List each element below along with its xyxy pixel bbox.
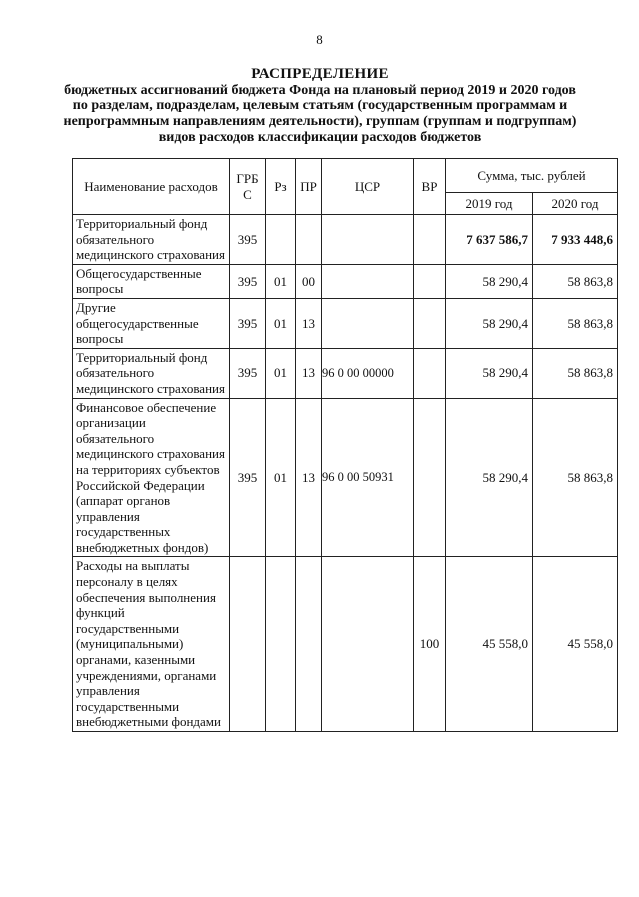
row-vr xyxy=(414,264,446,298)
row-vr xyxy=(414,298,446,348)
title-main: РАСПРЕДЕЛЕНИЕ xyxy=(251,66,389,82)
row-2020: 58 863,8 xyxy=(533,264,618,298)
row-pr: 00 xyxy=(296,264,322,298)
row-rz xyxy=(266,215,296,265)
row-csr xyxy=(322,298,414,348)
row-pr: 13 xyxy=(296,398,322,557)
row-grbs: 395 xyxy=(230,264,266,298)
row-grbs: 395 xyxy=(230,398,266,557)
row-grbs: 395 xyxy=(230,298,266,348)
row-2020: 58 863,8 xyxy=(533,398,618,557)
row-pr xyxy=(296,557,322,732)
row-csr xyxy=(322,557,414,732)
row-2020: 58 863,8 xyxy=(533,298,618,348)
row-csr xyxy=(322,264,414,298)
table-row xyxy=(73,215,618,265)
header-sum: Сумма, тыс. рублей xyxy=(446,159,618,193)
header-2019: 2019 год xyxy=(446,193,533,215)
document-title xyxy=(60,66,580,145)
row-csr: 96 0 00 00000 xyxy=(322,348,414,398)
row-pr xyxy=(296,215,322,265)
row-csr: 96 0 00 50931 xyxy=(322,398,414,557)
row-grbs: 395 xyxy=(230,215,266,265)
row-vr: 100 xyxy=(414,557,446,732)
table-row xyxy=(73,398,618,557)
row-name: Финансовое обеспечение организации обязательного медицинского страхования на территориях субъектов Российской Федерации (аппарат органов управления государственных внебюджетных фондов) xyxy=(73,398,230,557)
row-2019: 58 290,4 xyxy=(446,398,533,557)
row-2019: 58 290,4 xyxy=(446,264,533,298)
table-row xyxy=(73,298,618,348)
row-grbs xyxy=(230,557,266,732)
header-name: Наименование расходов xyxy=(73,159,230,215)
row-rz: 01 xyxy=(266,298,296,348)
page-number: 8 xyxy=(316,32,323,47)
row-name: Расходы на выплаты персоналу в целях обеспечения выполнения функций государственными (муниципальными) органами, казенными учреждениями, органами управления государственными внебюджетными фондами xyxy=(73,557,230,732)
header-grbs: ГРБ С xyxy=(230,159,266,215)
title-line-4: видов расходов классификации расходов бюджетов xyxy=(158,129,482,145)
header-csr: ЦСР xyxy=(322,159,414,215)
row-2020: 58 863,8 xyxy=(533,348,618,398)
row-name: Территориальный фонд обязательного медицинского страхования xyxy=(73,348,230,398)
row-vr xyxy=(414,348,446,398)
row-2019: 45 558,0 xyxy=(446,557,533,732)
row-2019: 58 290,4 xyxy=(446,298,533,348)
row-rz: 01 xyxy=(266,398,296,557)
title-line-3: непрограммным направлениям деятельности), группам (группам и подгруппам) xyxy=(63,114,577,130)
row-grbs: 395 xyxy=(230,348,266,398)
budget-table xyxy=(72,158,618,732)
row-name: Территориальный фонд обязательного медицинского страхования xyxy=(73,215,230,265)
row-2020: 45 558,0 xyxy=(533,557,618,732)
row-rz xyxy=(266,557,296,732)
row-pr: 13 xyxy=(296,348,322,398)
row-vr xyxy=(414,398,446,557)
row-2019: 7 637 586,7 xyxy=(446,215,533,265)
row-csr xyxy=(322,215,414,265)
title-line-1: бюджетных ассигнований бюджета Фонда на плановый период 2019 и 2020 годов xyxy=(64,82,576,98)
header-2020: 2020 год xyxy=(533,193,618,215)
row-rz: 01 xyxy=(266,348,296,398)
title-line-2: по разделам, подразделам, целевым статьям (государственным программам и xyxy=(72,98,568,114)
row-name: Общегосударственные вопросы xyxy=(73,264,230,298)
row-2020: 7 933 448,6 xyxy=(533,215,618,265)
header-vr: ВР xyxy=(414,159,446,215)
row-rz: 01 xyxy=(266,264,296,298)
row-vr xyxy=(414,215,446,265)
row-pr: 13 xyxy=(296,298,322,348)
table-row xyxy=(73,557,618,732)
row-2019: 58 290,4 xyxy=(446,348,533,398)
header-pr: ПР xyxy=(296,159,322,215)
table-row xyxy=(73,348,618,398)
row-name: Другие общегосударственные вопросы xyxy=(73,298,230,348)
table-row xyxy=(73,264,618,298)
header-rz: Рз xyxy=(266,159,296,215)
